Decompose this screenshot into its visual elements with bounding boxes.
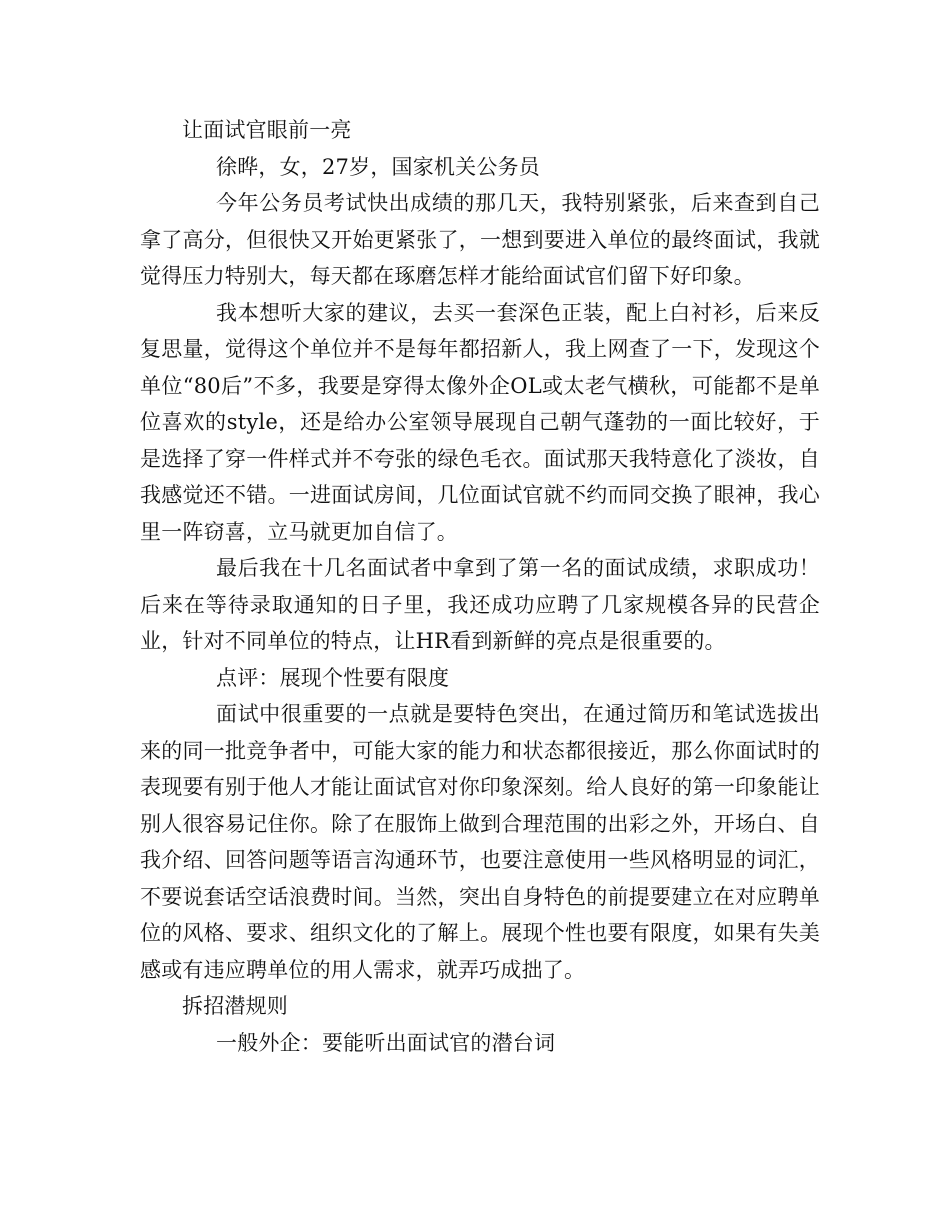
paragraph-3: 最后我在十几名面试者中拿到了第一名的面试成绩，求职成功！后来在等待录取通知的日子里，我还成功应聘了几家规模各异的民营企业，针对不同单位的特点，让HR看到新鲜的亮点是很重要的。 xyxy=(140,556,820,653)
comment-paragraph: 面试中很重要的一点就是要特色突出，在通过简历和笔试选拔出来的同一批竞争者中，可能大家的能力和状态都很接近，那么你面试时的表现要有别于他人才能让面试官对你印象深刻。给人良好的第一印象能让别人很容易记住你。除了在服饰上做到合理范围的出彩之外，开场白、自我介绍、回答问题等语言沟通环节，也要注意使用一些风格明显的词汇，不要说套话空话浪费时间。当然，突出自身特色的前提要建立在对应聘单位的风格、要求、组织文化的了解上。展现个性也要有限度，如果有失美感或有违应聘单位的用人需求，就弄巧成拙了。 xyxy=(140,702,820,982)
paragraph-1: 今年公务员考试快出成绩的那几天，我特别紧张，后来查到自己拿了高分，但很快又开始更紧张了，一想到要进入单位的最终面试，我就觉得压力特别大，每天都在琢磨怎样才能给面试官们留下好印象。 xyxy=(140,191,820,288)
paragraph-2: 我本想听大家的建议，去买一套深色正装，配上白衬衫，后来反复思量，觉得这个单位并不是每年都招新人，我上网查了一下，发现这个单位“80后”不多，我要是穿得太像外企OL或太老气横秋，可能都不是单位喜欢的style，还是给办公室领导展现自己朝气蓬勃的一面比较好，于是选择了穿一件样式并不夸张的绿色毛衣。面试那天我特意化了淡妆，自我感觉还不错。一进面试房间，几位面试官就不约而同交换了眼神，我心里一阵窃喜，立马就更加自信了。 xyxy=(140,300,820,544)
byline: 徐晔，女，27岁，国家机关公务员 xyxy=(216,154,540,179)
comment-heading: 点评：展现个性要有限度 xyxy=(216,665,450,690)
document-body xyxy=(140,112,820,1061)
sub-heading: 一般外企：要能听出面试官的潜台词 xyxy=(216,1030,556,1055)
section-heading: 拆招潜规则 xyxy=(182,994,288,1018)
article-title: 让面试官眼前一亮 xyxy=(182,118,352,142)
